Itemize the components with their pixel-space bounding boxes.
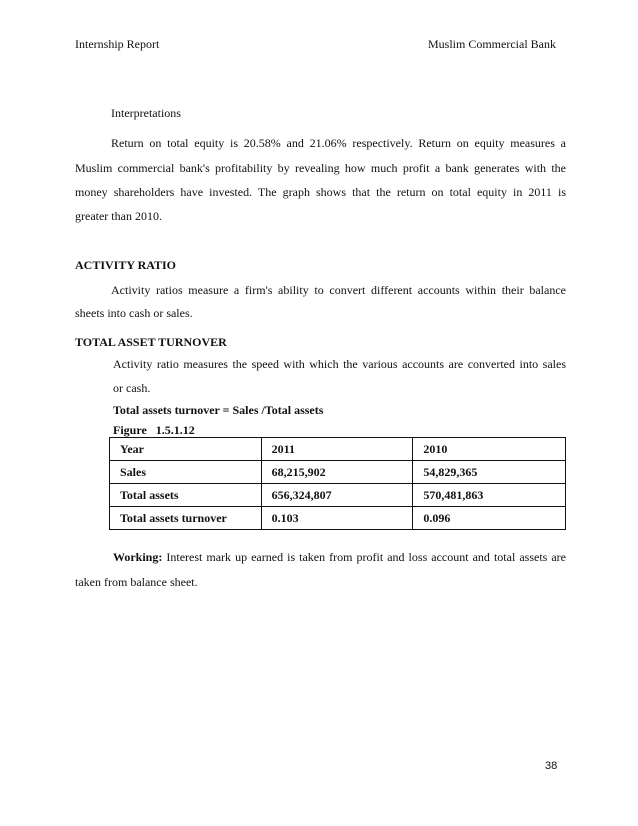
table-header-cell: 2010	[413, 438, 566, 461]
table-header-cell: 2011	[261, 438, 413, 461]
table-row	[110, 507, 566, 530]
total-asset-turnover-heading: TOTAL ASSET TURNOVER	[75, 335, 227, 349]
activity-ratio-line: sheets into cash or sales.	[75, 306, 193, 320]
activity-ratio-heading: ACTIVITY RATIO	[75, 258, 177, 272]
table-cell: Total assets turnover	[110, 507, 262, 530]
table-cell: 54,829,365	[413, 461, 566, 484]
interpretations-line: Muslim commercial bank's profitability by revealing how much profit a bank generates with the	[75, 161, 566, 175]
table-cell: Total assets	[110, 484, 262, 507]
table-cell: 656,324,807	[261, 484, 413, 507]
interpretations-line: money shareholders have invested. The graph shows that the return on total equity in 2011 is	[75, 185, 566, 199]
page-number: 38	[545, 760, 558, 772]
interpretations-line: Return on total equity is 20.58% and 21.06% respectively. Return on equity measures a	[111, 136, 566, 150]
total-asset-turnover-line: or cash.	[113, 381, 151, 395]
table-row	[110, 484, 566, 507]
figure-label: Figure 1.5.1.12	[113, 423, 195, 437]
turnover-table	[109, 437, 566, 530]
table-cell: 0.103	[261, 507, 413, 530]
working-line: taken from balance sheet.	[75, 575, 198, 589]
table-header-cell: Year	[110, 438, 262, 461]
working-line	[113, 546, 566, 568]
interpretations-heading: Interpretations	[111, 106, 181, 120]
running-header-bank-name: Muslim Commercial Bank	[428, 37, 556, 51]
table-cell: 68,215,902	[261, 461, 413, 484]
total-asset-turnover-line: Activity ratio measures the speed with which the various accounts are converted into sales	[113, 357, 566, 371]
interpretations-line: greater than 2010.	[75, 209, 162, 223]
working-text: Interest mark up earned is taken from profit and loss account and total assets are	[162, 550, 566, 564]
table-cell: 0.096	[413, 507, 566, 530]
formula: Total assets turnover = Sales /Total assets	[113, 403, 324, 417]
table-cell: 570,481,863	[413, 484, 566, 507]
table-cell: Sales	[110, 461, 262, 484]
table-header-row	[110, 438, 566, 461]
working-label: Working:	[113, 550, 163, 564]
table-row	[110, 461, 566, 484]
activity-ratio-line: Activity ratios measure a firm's ability to convert different accounts within their balance	[111, 283, 566, 297]
running-header-title: Internship Report	[75, 37, 160, 51]
